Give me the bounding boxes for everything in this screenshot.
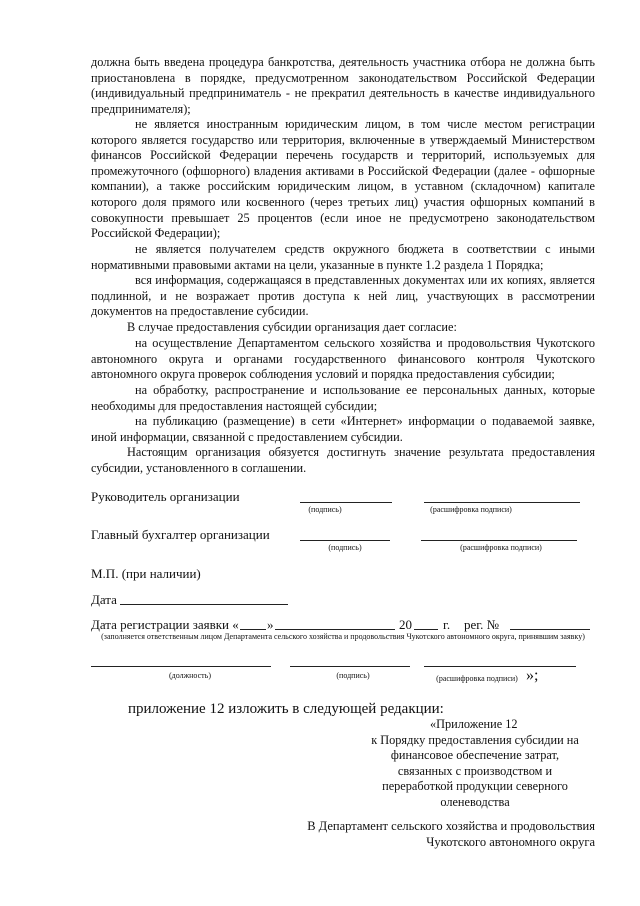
stamp-label: М.П. (при наличии) [91,566,201,581]
paragraph-consent-intro: В случае предоставления субсидии организация дает согласие: [127,320,457,334]
appendix-line-2: к Порядку предоставления субсидии на [371,732,579,747]
paragraph-bankruptcy: должна быть введена процедура банкротства, деятельность участника отбора не должна быть приостановлена в порядке, предусмотренном законодательством Российской Федерации (индивидуальный предприниматель - не прекратил деятельность в качестве индивидуального предпринимателя); [91,55,595,116]
registration-year-prefix: 20 [399,617,412,632]
registration-quote-close: » [267,617,274,632]
addressee-line-2: Чукотского автономного округа [426,835,595,849]
responsible-decode-line[interactable] [424,666,576,667]
head-decode-line[interactable] [424,502,580,503]
head-sign-caption: (подпись) [308,505,342,514]
registration-number-line[interactable] [510,629,590,630]
paragraph-consent-personal-data: на обработку, распространение и использование ее персональных данных, которые необходимы для предоставления настоящей субсидии; [91,383,595,413]
registration-month-line[interactable] [275,629,395,630]
position-caption: (должность) [169,671,211,680]
paragraph-consent-publication: на публикацию (размещение) в сети «Интернет» информации о подаваемой заявке, иной информации, связанной с предоставлением субсидии. [91,414,595,444]
closing-mark: »; [526,667,539,684]
appendix-header [330,717,620,811]
accountant-decode-line[interactable] [421,540,577,541]
paragraph-budget-recipient: не является получателем средств окружного бюджета в соответствии с иными нормативными правовыми актами на цели, указанные в пункте 1.2 раздела 1 Порядка; [91,242,595,272]
addressee [307,818,595,850]
paragraph-consent-inspection: на осуществление Департаментом сельского хозяйства и продовольствия Чукотского автономного округа и органами государственного финансового контроля Чукотского автономного округа проверок соблюдения условий и порядка предоставления субсидии; [91,336,595,382]
appendix-line-1: «Приложение 12 [430,717,518,731]
position-line[interactable] [91,666,271,667]
accountant-label: Главный бухгалтер организации [91,527,270,542]
registration-year-line[interactable] [414,629,438,630]
paragraph-information: вся информация, содержащаяся в представленных документах или их копиях, является подлинной, и не возражает против доступа к ней лиц, участвующих в рассмотрении документов на предоставление субсидии. [91,273,595,319]
amendment-text: приложение 12 изложить в следующей редакции: [128,701,444,717]
registration-label: Дата регистрации заявки « [91,617,239,632]
appendix-line-3: финансовое обеспечение затрат, [390,748,560,763]
registration-number-label: рег. № [464,617,500,632]
addressee-line-1: В Департамент сельского хозяйства и продовольствия [307,819,595,833]
registration-day-line[interactable] [240,629,266,630]
accountant-sign-line[interactable] [300,540,390,541]
paragraph-offshore: не является иностранным юридическим лицом, в том числе местом регистрации которого является государство или территория, включенные в утверждаемый Министерством финансов Российской Федерации перечень государств и территорий, используемых для промежуточного (офшорного) владения активами в Российской Федерации (далее - офшорные компании), а также российским юридическим лицом, в уставном (складочном) капитале которого доля прямого или косвенного (через третьих лиц) участия офшорных компаний в совокупности превышает 25 процентов (если иное не предусмотрено законодательством Российской Федерации); [91,117,595,241]
registration-year-suffix: г. [443,617,451,632]
responsible-decode-caption: (расшифровка подписи) [436,674,518,683]
responsible-sign-line[interactable] [290,666,410,667]
appendix-line-4: связанных с производством и [397,763,553,778]
date-label: Дата [91,592,117,607]
responsible-sign-caption: (подпись) [336,671,370,680]
head-sign-line[interactable] [300,502,392,503]
head-decode-caption: (расшифровка подписи) [430,505,512,514]
accountant-decode-caption: (расшифровка подписи) [460,543,542,552]
paragraph-obligation: Настоящим организация обязуется достигнуть значение результата предоставления субсидии, установленного в соглашении. [91,445,595,475]
appendix-line-5: переработкой продукции северного [382,779,568,794]
accountant-sign-caption: (подпись) [328,543,362,552]
head-label: Руководитель организации [91,489,240,504]
registration-note: (заполняется ответственным лицом Департамента сельского хозяйства и продовольствия Чукотского автономного округа, принявшим заявку) [101,632,585,641]
appendix-line-6: оленеводства [440,794,510,809]
date-line[interactable] [120,604,288,605]
